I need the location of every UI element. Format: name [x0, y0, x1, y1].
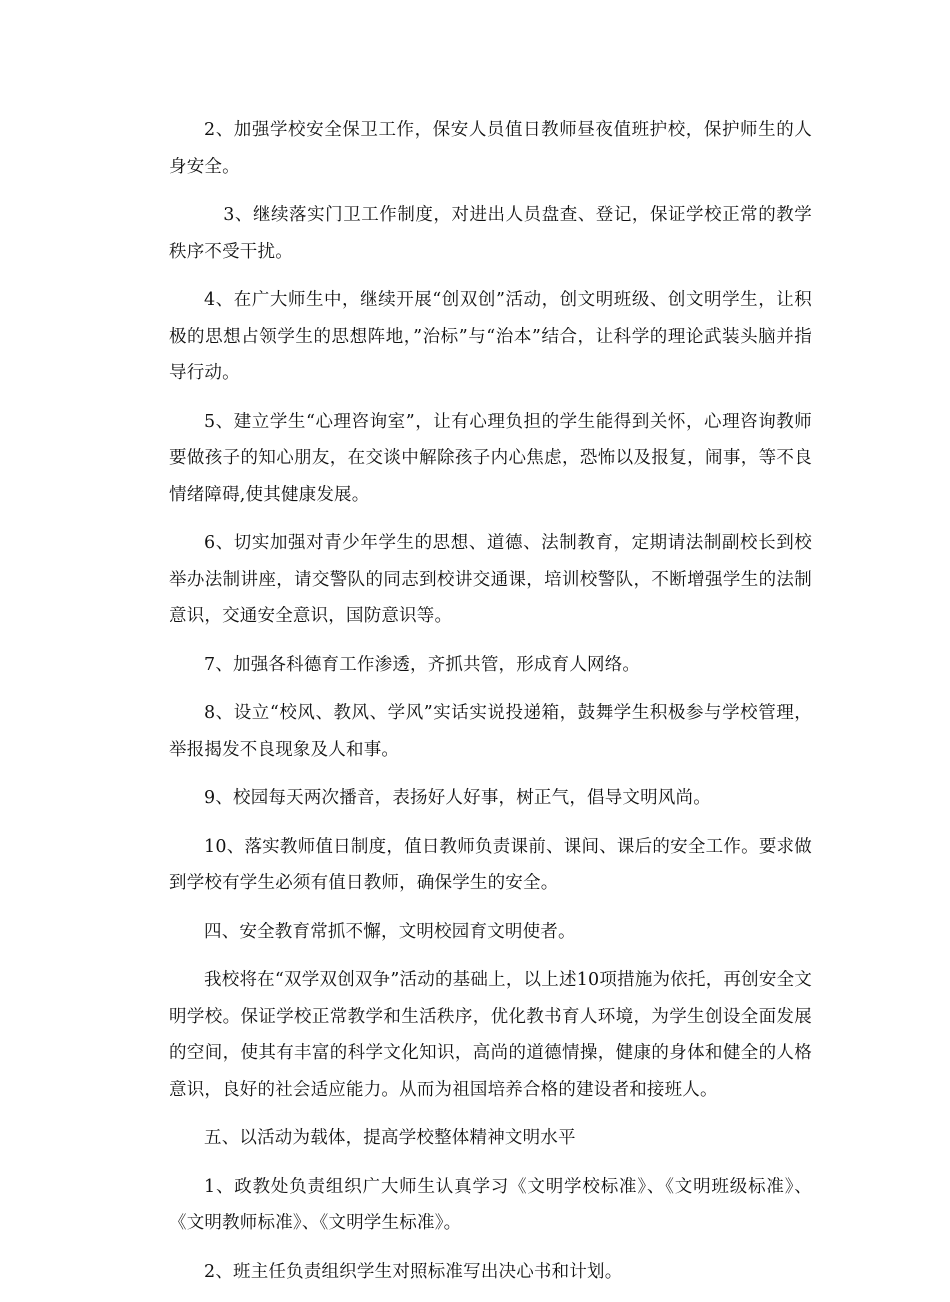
- paragraph-item-7: 7、加强各科德育工作渗透，齐抓共管，形成育人网络。: [204, 654, 641, 675]
- activity-item-2: 2、班主任负责组织学生对照标准写出决心书和计划。: [204, 1261, 623, 1282]
- activity-item-1: 1、政教处负责组织广大师生认真学习《文明学校标准》、《文明班级标准》、《文明教师标准》、《文明学生标准》。: [169, 1176, 812, 1233]
- paragraph-item-3: 3、继续落实门卫工作制度，对进出人员盘查、登记，保证学校正常的教学秩序不受干扰。: [169, 205, 812, 262]
- paragraph-item-5: 5、建立学生“心理咨询室”，让有心理负担的学生能得到关怀，心理咨询教师要做孩子的知心朋友，在交谈中解除孩子内心焦虑，恐怖以及报复，闹事，等不良情绪障碍,使其健康发展。: [169, 411, 812, 505]
- paragraph-item-10: 10、落实教师值日制度，值日教师负责课前、课间、课后的安全工作。要求做到学校有学生必须有值日教师，确保学生的安全。: [169, 836, 812, 893]
- paragraph-item-8: 8、设立“校风、教风、学风”实话实说投递箱，鼓舞学生积极参与学校管理，举报揭发不良现象及人和事。: [169, 703, 812, 760]
- section-heading-4: 四、安全教育常抓不懈，文明校园育文明使者。: [204, 921, 576, 942]
- document-body: [169, 112, 812, 1302]
- section-heading-5: 五、以活动为载体，提高学校整体精神文明水平: [204, 1128, 576, 1148]
- paragraph-item-6: 6、切实加强对青少年学生的思想、道德、法制教育，定期请法制副校长到校举办法制讲座，请交警队的同志到校讲交通课，培训校警队，不断增强学生的法制意识，交通安全意识，国防意识等。: [169, 533, 812, 626]
- paragraph-item-2: 2、加强学校安全保卫工作，保安人员值日教师昼夜值班护校，保护师生的人身安全。: [169, 120, 812, 177]
- paragraph-item-4: 4、在广大师生中，继续开展“创双创”活动，创文明班级、创文明学生，让积极的思想占领学生的思想阵地，”治标”与“治本”结合，让科学的理论武装头脑并指导行动。: [169, 290, 812, 383]
- body-paragraph: 我校将在“双学双创双争”活动的基础上，以上述10项措施为依托，再创安全文明学校。保证学校正常教学和生活秩序，优化教书育人环境，为学生创设全面发展的空间，使其有丰富的科学文化知识，高尚的道德情操，健康的身体和健全的人格意识，良好的社会适应能力。从而为祖国培养合格的建设者和接班人。: [169, 970, 812, 1100]
- paragraph-item-9: 9、校园每天两次播音，表扬好人好事，树正气，倡导文明风尚。: [204, 788, 711, 808]
